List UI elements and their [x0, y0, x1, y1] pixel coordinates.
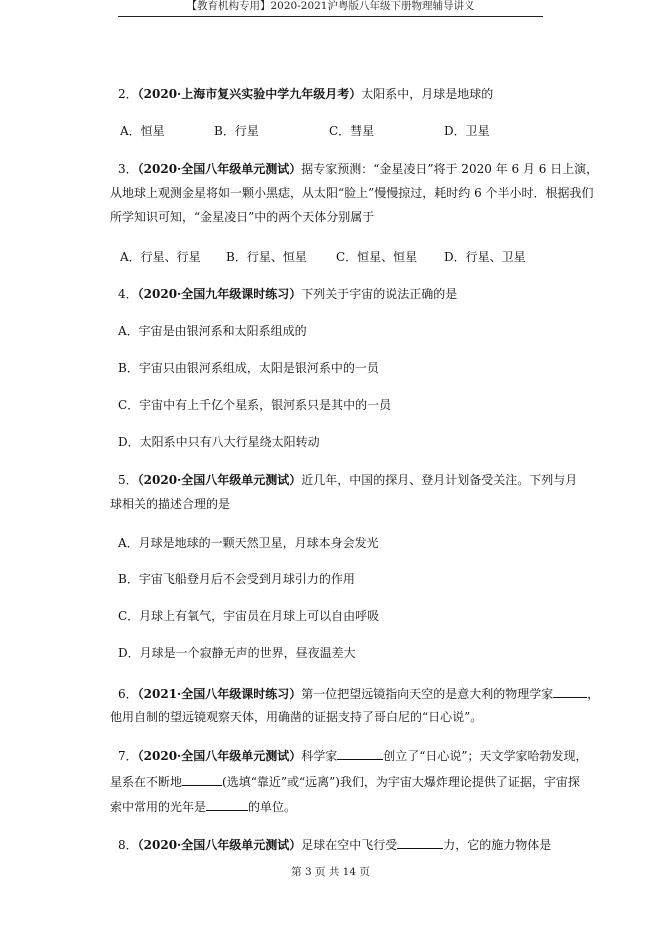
question-text: 太阳系中，月球是地球的: [361, 87, 494, 101]
option-c: C．月球上有氧气，宇宙员在月球上可以自由呼吸: [118, 609, 380, 623]
question-text: 足球在空中飞行受: [301, 838, 398, 852]
option-a: A．恒星: [120, 124, 165, 138]
question-text: 下列关于宇宙的说法正确的是: [301, 287, 458, 301]
question-number: 2．: [118, 87, 138, 101]
question-text: 创立了“日心说”；天文学家哈勃发现，: [383, 749, 588, 763]
question-text: 星系在不断地: [110, 775, 183, 789]
question-number: 5．: [118, 473, 138, 487]
option-d: D．月球是一个寂静无声的世界，昼夜温差大: [118, 646, 356, 660]
question-5-line-2: 球相关的描述合理的是: [110, 497, 231, 511]
question-source: （2021·全国八年级课时练习）: [137, 687, 302, 701]
question-number: 4．: [118, 287, 138, 301]
option-d: D．太阳系中只有八大行星绕太阳转动: [118, 435, 320, 449]
answer-blank[interactable]: [182, 774, 222, 786]
question-5: [118, 473, 578, 487]
option-b: B．宇宙只由银河系组成，太阳是银河系中的一员: [118, 361, 379, 375]
question-text: 的单位。: [248, 800, 297, 814]
question-number: 7．: [118, 749, 138, 763]
question-2: [118, 87, 558, 101]
page-footer: 第 3 页 共 14 页: [291, 866, 370, 878]
question-source: （2020·全国八年级单元测试）: [137, 162, 302, 176]
option-d: D．行星、卫星: [444, 250, 526, 264]
question-3-line-3: 所学知识可知，“金星凌日”中的两个天体分别属于: [110, 210, 375, 224]
option-c: C．宇宙中有上千亿个星系，银河系只是其中的一员: [118, 398, 392, 412]
question-7-line-2: [110, 774, 580, 789]
question-text: ，: [587, 687, 600, 701]
question-source: （2020·全国九年级课时练习）: [137, 287, 302, 301]
option-c: C．恒星、恒星: [336, 250, 418, 264]
answer-blank[interactable]: [553, 686, 587, 698]
question-7-line-3: [110, 799, 550, 814]
option-a: A．宇宙是由银河系和太阳系组成的: [118, 324, 307, 338]
question-source: （2020·上海市复兴实验中学九年级月考）: [137, 87, 362, 101]
answer-blank[interactable]: [397, 837, 443, 849]
option-b: B．行星、恒星: [226, 250, 307, 264]
question-4: [118, 287, 558, 301]
question-source: （2020·全国八年级单元测试）: [137, 838, 302, 852]
question-text: 据专家预测：“金星凌日”将于 2020 年 6 月 6 日上演，: [301, 162, 599, 176]
question-6: [118, 686, 600, 701]
question-8: [118, 837, 558, 852]
question-3-line-2: 从地球上观测金星将如一颗小黑痣，从太阳“脸上”慢慢掠过，耗时约 6 个半小时．根据我们: [110, 186, 594, 200]
question-7: [118, 748, 588, 763]
question-text: 第一位把望远镜指向天空的是意大利的物理学家: [301, 687, 554, 701]
question-text: 科学家: [301, 749, 338, 763]
option-d: D．卫星: [444, 124, 490, 138]
option-a: A．行星、行星: [120, 250, 201, 264]
question-text: 索中常用的光年是: [110, 800, 207, 814]
option-b: B．行星: [214, 124, 259, 138]
answer-blank[interactable]: [337, 748, 383, 760]
question-text: 近几年，中国的探月、登月计划备受关注。下列与月: [301, 473, 578, 487]
question-number: 3．: [118, 162, 138, 176]
question-number: 8．: [118, 838, 138, 852]
question-source: （2020·全国八年级单元测试）: [137, 473, 302, 487]
question-text: 力，它的施力物体是: [443, 838, 552, 852]
option-a: A．月球是地球的一颗天然卫星，月球本身会发光: [118, 536, 379, 550]
question-source: （2020·全国八年级单元测试）: [137, 749, 302, 763]
question-6-line-2: 他用自制的望远镜观察天体，用确凿的证据支持了哥白尼的“日心说”。: [110, 710, 483, 724]
option-b: B．宇宙飞船登月后不会受到月球引力的作用: [118, 572, 355, 586]
page-header: 【教育机构专用】2020-2021沪粤版八年级下册物理辅导讲义: [118, 0, 543, 17]
answer-blank[interactable]: [206, 799, 248, 811]
question-text: (选填“靠近”或“远离”)我们，为宇宙大爆炸理论提供了证据，宇宙探: [222, 775, 580, 789]
question-3: [118, 162, 599, 176]
question-number: 6．: [118, 687, 138, 701]
option-c: C．彗星: [329, 124, 375, 138]
